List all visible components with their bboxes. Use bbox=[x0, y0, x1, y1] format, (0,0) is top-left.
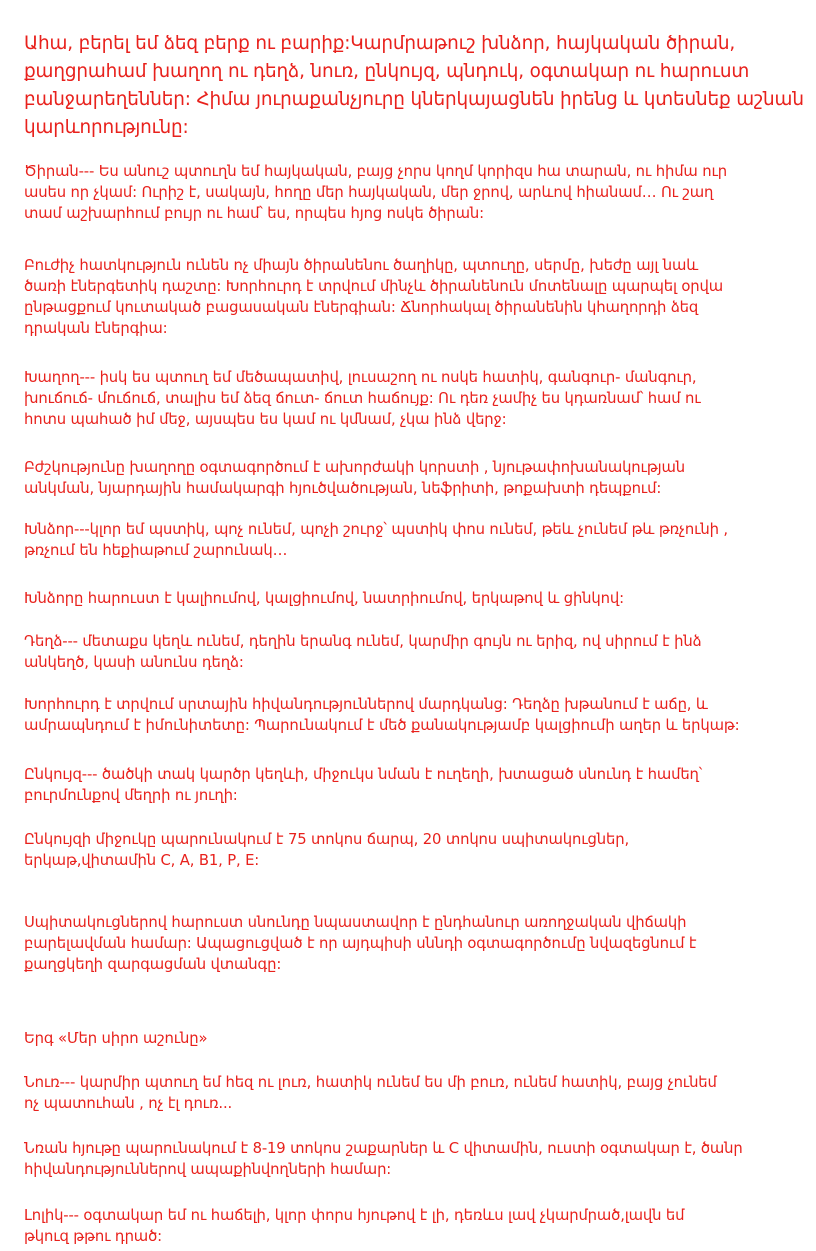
apricot-verse-line-1: Ծիրան--- Ես անուշ պտուղն եմ հայկական, բայց չորս կողմ կորիզս հա տարան, ու հիմա ուր bbox=[24, 163, 727, 180]
song-title: Երգ «Մեր սիրո աշունը» bbox=[24, 1030, 208, 1047]
walnut-verse-line-2: բուրմունքով մեղրի ու յուղի: bbox=[24, 787, 238, 804]
grape-info-line-2: անկման, նյարդային համակարգի հյուծվածության, նեֆրիտի, թոքախտի դեպքում: bbox=[24, 480, 662, 497]
walnut-info-line-1: Ընկույզի միջուկը պարունակում է 75 տոկոս ճարպ, 20 տոկոս սպիտակուցներ, bbox=[24, 831, 630, 848]
peach-verse-line-1: Դեղձ--- մետաքս կեղև ունեմ, դեղին երանգ ունեմ, կարմիր գույն ու երիզ, ով սիրում է ինձ bbox=[24, 633, 702, 650]
apple-verse-line-2: թռչում են հեքիաթում շարունակ… bbox=[24, 542, 288, 559]
protein-info-line-1: Սպիտակուցներով հարուստ սնունդը նպաստավոր է ընդհանուր առողջական վիճակի bbox=[24, 914, 687, 931]
apricot-info-line-3: ընթացքում կուտակած բացասական էներգիան: Ճնորհակալ ծիրանենին կհաղորդի ձեզ bbox=[24, 299, 699, 316]
pomegranate-info-line-2: հիվանդություններով ապաքինվողների համար: bbox=[24, 1161, 392, 1178]
protein-info-line-2: բարելավման համար: Ապացուցված է որ այդպիսի սննդի օգտագործումը նվազեցնում է bbox=[24, 935, 697, 952]
apricot-verse-line-3: տամ աշխարհում բույր ու համ՝ ես, որպես հյոց ոսկե ծիրան: bbox=[24, 205, 484, 222]
pomegranate-verse-line-1: Նուռ--- կարմիր պտուղ եմ հեզ ու լուռ, հատիկ ունեմ ես մի բուռ, ունեմ հատիկ, բայց չունեմ bbox=[24, 1074, 717, 1091]
protein-info-line-3: քաղցկեղի զարգացման վտանգը: bbox=[24, 956, 282, 973]
intro-line-4: կարևորությունը: bbox=[24, 117, 189, 138]
grape-info-line-1: Բժշկությունը խաղողը օգտագործում է ախորժակի կորստի , նյութափոխանակության bbox=[24, 459, 685, 476]
intro-line-3: բանջարեղեններ: Հիմա յուրաքանչյուրը կներկայացնեն իրենց և կտեսնեք աշնան bbox=[24, 89, 804, 110]
apricot-info-line-2: ծառի էներգետիկ դաշտը: Խորհուրդ է տրվում մինչև ծիրանենուն մոտենալը պարպել օրվա bbox=[24, 278, 723, 295]
peach-info-line-1: Խորհուրդ է տրվում սրտային հիվանդություններով մարդկանց: Դեղձը խթանում է աճը, և bbox=[24, 696, 708, 713]
grape-verse-line-3: հոտս պահած իմ մեջ, այսպես ես կամ ու կմնամ, չկա ինձ վերջ: bbox=[24, 411, 507, 428]
pomegranate-info-line-1: Նռան հյութը պարունակում է 8-19 տոկոս շաքարներ և C վիտամին, ուստի օգտակար է, ծանր bbox=[24, 1140, 743, 1157]
intro-line-1: Ահա, բերել եմ ձեզ բերք ու բարիք:Կարմրաթուշ խնձոր, հայկական ծիրան, bbox=[24, 33, 736, 54]
pomegranate-verse-line-2: ոչ պատուհան , ոչ էլ դուռ... bbox=[24, 1095, 233, 1112]
apricot-info-line-4: դրական էներգիա: bbox=[24, 320, 168, 337]
walnut-verse-line-1: Ընկույզ--- ծածկի տակ կարծր կեղևի, միջուկս նման է ուղեղի, խտացած սնունդ է համեղ՝ bbox=[24, 766, 703, 783]
apricot-info-line-1: Բուժիչ հատկություն ունեն ոչ միայն ծիրանենու ծաղիկը, պտուղը, սերմը, խեժը այլ նաև bbox=[24, 257, 699, 274]
apple-verse-line-1: Խնձոր---կլոր եմ պստիկ, պոչ ունեմ, պոչի շուրջ՝ պստիկ փոս ունեմ, թեև չունեմ թև թռչունի , bbox=[24, 521, 728, 538]
peach-verse-line-2: անկեղծ, կասի անունս դեղձ: bbox=[24, 654, 244, 671]
walnut-info-line-2: երկաթ,վիտամին C, A, B1, P, E: bbox=[24, 852, 260, 869]
grape-verse-line-2: խուճուճ- մուճուճ, տալիս եմ ձեզ ճուտ- ճուտ հաճույք: Ու դեռ չամիչ ես կդառնամ՝ համ ու bbox=[24, 390, 701, 407]
apple-info-line-1: Խնձորը հարուստ է կալիումով, կալցիումով, նատրիումով, երկաթով և ցինկով: bbox=[24, 590, 624, 607]
apricot-verse-line-2: ասես որ չկամ: Ուրիշ է, սակայն, հողը մեր հայկական, մեր ջրով, արևով հիանամ… Ու շաղ bbox=[24, 184, 714, 201]
tomato-verse-line-2: թկուզ թթու դրած: bbox=[24, 1228, 162, 1245]
intro-line-2: քաղցրահամ խաղող ու դեղձ, նուռ, ընկույզ, պնդուկ, օգտակար ու հարուստ bbox=[24, 61, 750, 82]
grape-verse-line-1: Խաղող--- իսկ ես պտուղ եմ մեծապատիվ, լուսաշող ու ոսկե հատիկ, գանգուր- մանգուր, bbox=[24, 369, 697, 386]
peach-info-line-2: ամրապնդում է իմունիտետը: Պարունակում է մեծ քանակությամբ կալցիումի աղեր և երկաթ: bbox=[24, 717, 740, 734]
tomato-verse-line-1: Լոլիկ--- օգտակար եմ ու հաճելի, կլոր փորս հյութով է լի, դեռևս լավ չկարմրած,լավն եմ bbox=[24, 1207, 685, 1224]
